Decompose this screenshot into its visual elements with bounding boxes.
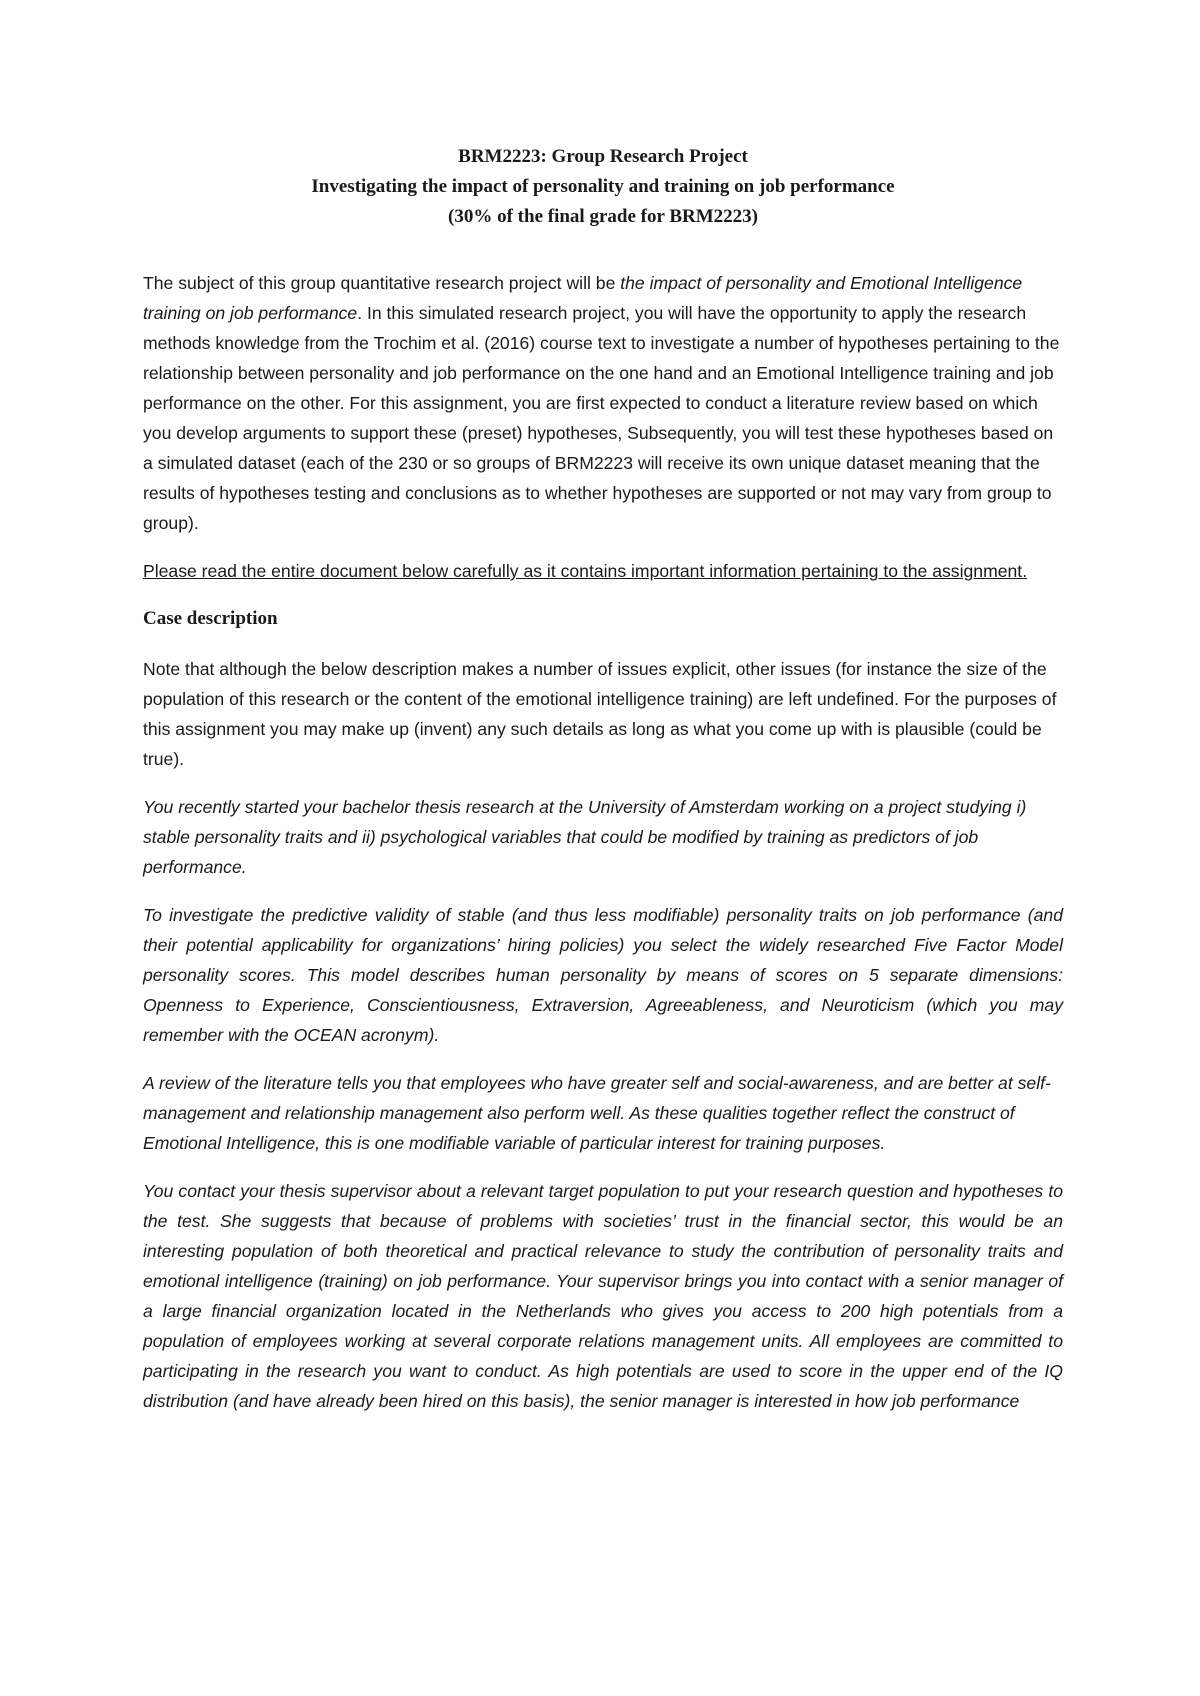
case-description-heading: Case description <box>143 608 278 629</box>
intro-text-start: The subject of this group quantitative research project will be <box>143 273 621 293</box>
document-page <box>143 142 1063 1416</box>
intro-paragraph <box>143 268 1063 538</box>
project-subtitle: Investigating the impact of personality and training on job performance <box>311 176 895 197</box>
read-carefully-notice: Please read the entire document below carefully as it contains important information pertaining to the assignment. <box>143 561 1028 581</box>
case-paragraph-thesis: You recently started your bachelor thesis research at the University of Amsterdam working on a project studying i) stable personality traits and ii) psychological variables that could be modified by training as predictors of job performance. <box>143 797 1027 877</box>
case-note-paragraph: Note that although the below description makes a number of issues explicit, other issues (for instance the size of the population of this research or the content of the emotional intelligence training) are left undefined. For the purposes of this assignment you may make up (invent) any such details as long as what you come up with is plausible (could be true). <box>143 659 1057 769</box>
intro-emphasis: the impact of personality and Emotional Intelligence training on job performance <box>143 273 1023 323</box>
title-block <box>143 142 1063 232</box>
case-paragraph-population: You contact your thesis supervisor about a relevant target population to put your research question and hypotheses to the test. She suggests that because of problems with societies’ trust in the financial sector, this would be an interesting population of both theoretical and practical relevance to study the contribution of personality traits and emotional intelligence (training) on job performance. Your supervisor brings you into contact with a senior manager of a large financial organization located in the Netherlands who gives you access to 200 high potentials from a population of employees working at several corporate relations management units. All employees are committed to participating in the research you want to conduct. As high potentials are used to score in the upper end of the IQ distribution (and have already been hired on this basis), the senior manager is interested in how job performance <box>143 1181 1063 1411</box>
case-paragraph-emotional-intelligence: A review of the literature tells you that employees who have greater self and social-awareness, and are better at self-management and relationship management also perform well. As these qualities together reflect the construct of Emotional Intelligence, this is one modifiable variable of particular interest for training purposes. <box>143 1073 1051 1153</box>
grade-weight: (30% of the final grade for BRM2223) <box>448 206 758 227</box>
intro-text-rest: . In this simulated research project, you will have the opportunity to apply the research methods knowledge from the Trochim et al. (2016) course text to investigate a number of hypotheses pertaining to the relationship between personality and job performance on the one hand and an Emotional Intelligence training and job performance on the other. For this assignment, you are first expected to conduct a literature review based on which you develop arguments to support these (preset) hypotheses, Subsequently, you will test these hypotheses based on a simulated dataset (each of the 230 or so groups of BRM2223 will receive its own unique dataset meaning that the results of hypotheses testing and conclusions as to whether hypotheses are supported or not may vary from group to group). <box>143 303 1060 533</box>
case-paragraph-personality: To investigate the predictive validity of stable (and thus less modifiable) personality traits on job performance (and their potential applicability for organizations’ hiring policies) you select the widely researched Five Factor Model personality scores. This model describes human personality by means of scores on 5 separate dimensions: Openness to Experience, Conscientiousness, Extraversion, Agreeableness, and Neuroticism (which you may remember with the OCEAN acronym). <box>143 905 1063 1045</box>
course-title: BRM2223: Group Research Project <box>458 146 748 167</box>
